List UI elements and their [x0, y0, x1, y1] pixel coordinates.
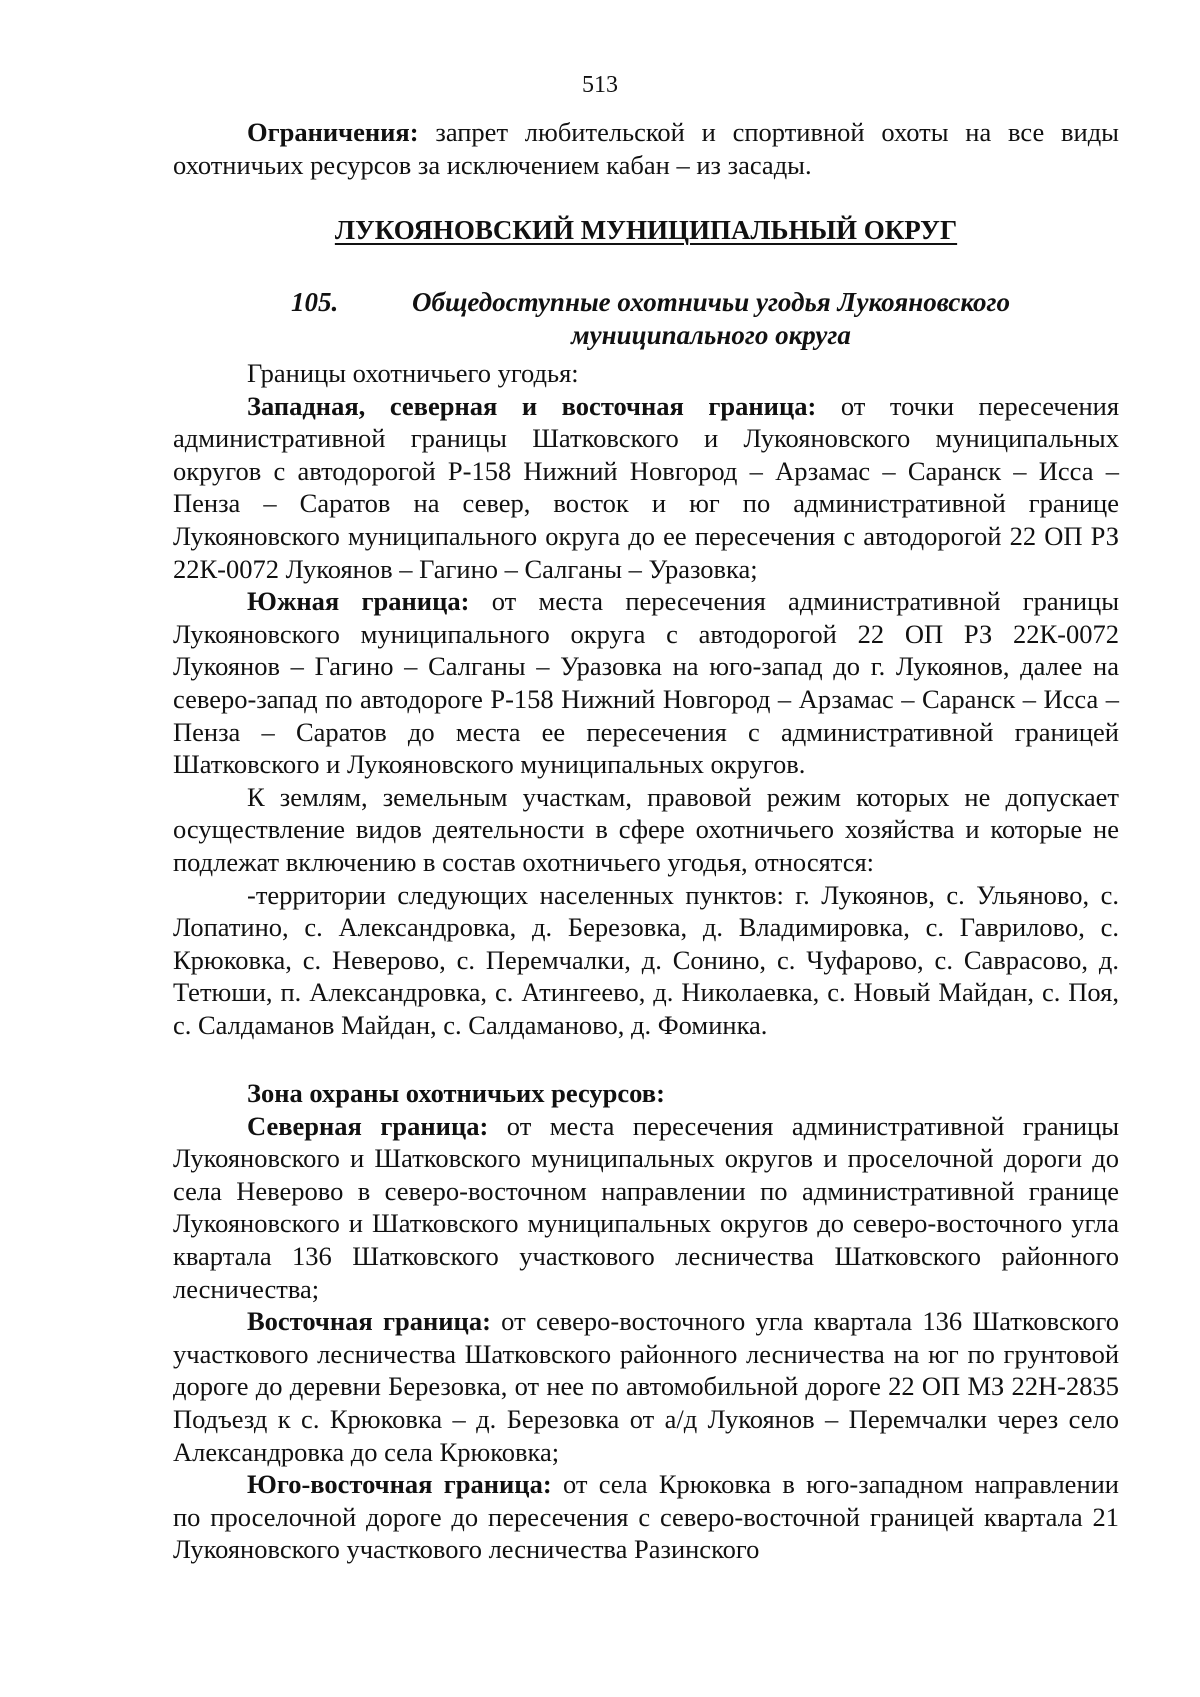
north-boundary-paragraph	[173, 1110, 1119, 1306]
restrictions-text: запрет любительской и спортивной охоты на все виды охотничьих ресурсов за исключением кабан – из засады.	[173, 117, 1119, 180]
southeast-boundary-paragraph	[173, 1468, 1119, 1566]
east-boundary-text: от северо-восточного угла квартала 136 Шатковского участкового лесничества Шатковского районного лесничества на юг по грунтовой дороге до деревни Березовка, от нее по автомобильной дороге 22 ОП МЗ 22Н-2835 Подъезд к с. Крюковка – д. Березовка от а/д Лукоянов – Перемчалки через село Александровка до села Крюковка;	[173, 1306, 1119, 1467]
west-north-east-boundary-paragraph	[173, 390, 1119, 586]
boundaries-intro: Границы охотничьего угодья:	[247, 358, 579, 388]
restrictions-paragraph	[173, 116, 1119, 181]
north-boundary-text: от места пересечения административной границы Лукояновского и Шатковского муниципальных округов и проселочной дороги до села Неверово в северо-восточном направлении по административной границе Лукояновского и Шатковского муниципальных округов до северо-восточного угла квартала 136 Шатковского участкового лесничества Шатковского районного лесничества;	[173, 1110, 1120, 1304]
protection-zone-section	[173, 1077, 1119, 1566]
south-boundary-text: от места пересечения административной границы Лукояновского муниципального округа с автодорогой 22 ОП РЗ 22К-0072 Лукоянов – Гагино – Салганы – Уразовка на юго-запад до г. Лукоянов, далее на северо-запад по автодороге Р-158 Нижний Новгород – Арзамас – Саранск – Исса – Пенза – Саратов до места ее пересечения с административной границей Шатковского и Лукояновского муниципальных округов.	[173, 586, 1120, 780]
district-title: ЛУКОЯНОВСКИЙ МУНИЦИПАЛЬНЫЙ ОКРУГ	[334, 215, 958, 245]
west-north-east-boundary-text: от точки пересечения административной границы Шатковского и Лукояновского муниципальных округов с автодорогой Р-158 Нижний Новгород – Арзамас – Саранск – Исса – Пенза – Саратов на север, восток и юг по административной границе Лукояновского муниципального округа до ее пересечения с автодорогой 22 ОП РЗ 22К-0072 Лукоянов – Гагино – Салганы – Уразовка;	[173, 390, 1120, 584]
section-number: 105.	[291, 287, 339, 317]
section-title-line-2: муниципального округа	[571, 320, 851, 350]
restrictions-label: Ограничения:	[247, 117, 419, 147]
east-boundary-paragraph	[173, 1305, 1119, 1468]
section-title	[391, 286, 1031, 352]
protection-zone-heading: Зона охраны охотничьих ресурсов:	[247, 1078, 665, 1108]
south-boundary-label: Южная граница:	[247, 586, 470, 617]
excluded-lands-paragraph: К землям, земельным участкам, правовой режим которых не допускает осуществление видов деятельности в сфере охотничьего хозяйства и которые не подлежат включению в состав охотничьего угодья, относятся:	[173, 781, 1119, 877]
section-title-line-1: Общедоступные охотничьи угодья Лукояновского	[411, 287, 1011, 317]
east-boundary-label: Восточная граница:	[247, 1306, 491, 1337]
hunting-grounds-boundaries	[173, 357, 1119, 1041]
southeast-boundary-text: от села Крюковка в юго-западном направлении по проселочной дороге до пересечения с северо-восточной границей квартала 21 Лукояновского участкового лесничества Разинского	[173, 1469, 1119, 1565]
territories-paragraph: -территории следующих населенных пунктов: г. Лукоянов, с. Ульяново, с. Лопатино, с. Александровка, д. Березовка, д. Владимировка, с. Гаврилово, с. Крюковка, с. Неверово, с. Перемчалки, д. Сонино, с. Чуфарово, с. Саврасово, д. Тетюши, п. Александровка, с. Атингеево, д. Николаевка, с. Новый Майдан, с. Поя, с. Салдаманов Майдан, с. Салдаманово, д. Фоминка.	[173, 879, 1119, 1040]
south-boundary-paragraph	[173, 585, 1119, 781]
west-north-east-boundary-label: Западная, северная и восточная граница:	[247, 390, 817, 421]
page-number: 513	[582, 72, 618, 98]
north-boundary-label: Северная граница:	[247, 1110, 489, 1141]
southeast-boundary-label: Юго-восточная граница:	[247, 1469, 552, 1500]
